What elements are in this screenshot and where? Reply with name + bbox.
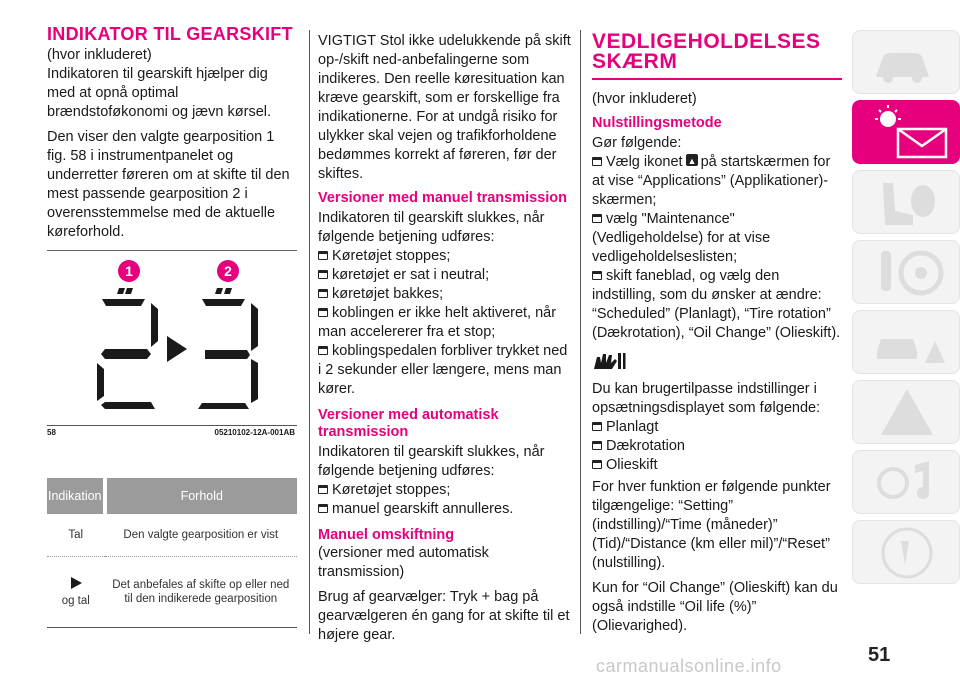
sidebar-tab-emergency[interactable] bbox=[852, 310, 960, 374]
bullet-icon bbox=[318, 308, 328, 317]
segment-digit-3 bbox=[198, 288, 258, 409]
bullet-icon bbox=[592, 271, 602, 280]
paragraph: Indikatoren til gearskift slukkes, når følgende betjening udføres: bbox=[318, 444, 545, 479]
list-item-text: koblingspedalen forbliver trykket ned i 2 sekunder eller længere, mens man kører. bbox=[318, 343, 568, 397]
table-row bbox=[47, 557, 297, 628]
figure-reference: 05210102-12A-001AB bbox=[214, 428, 295, 437]
paragraph: Kun for “Oil Change” (Olieskift) kan du også indstille “Oil life (%)” (Olievarighed). bbox=[592, 579, 838, 634]
list-item-text: Køretøjet stoppes; bbox=[332, 248, 451, 264]
bullet-icon bbox=[318, 251, 328, 260]
multimedia-music-icon bbox=[853, 451, 960, 515]
callout-number: 1 bbox=[125, 263, 133, 279]
warning-paragraph: VIGTIGT Stol ikke udelukkende på skift op-/skift ned-anbefalingerne som indikeres. Den reelle køresituation kan kræve gearskift, som er forskellige fra indikationerne. For at undgå risiko for ulykker skal vejen og trafikforholdene bedømmes korrekt af føreren, før der skiftes. bbox=[318, 33, 571, 182]
watermark: carmanualsonline.info bbox=[596, 656, 782, 676]
table-header: Forhold bbox=[105, 478, 297, 514]
paragraph: For hver funktion er følgende punkter tilgængelige: “Setting” (indstilling)/“Time (måneder)” (Tid)/“Distance (km eller mil)”/“Reset” (nulstilling). bbox=[592, 478, 831, 571]
list-item bbox=[318, 285, 573, 304]
figure-caption bbox=[47, 425, 297, 440]
list-item bbox=[318, 500, 573, 519]
list-item-text: Køretøjet stoppes; bbox=[332, 482, 451, 498]
sidebar-tab-car[interactable] bbox=[852, 30, 960, 94]
table-cell: Det anbefales af skifte op eller ned til den indikerede gearposition bbox=[105, 557, 297, 628]
bullet-icon bbox=[592, 460, 602, 469]
list-item-text: Planlagt bbox=[606, 418, 659, 435]
bullet-list bbox=[318, 481, 573, 519]
paragraph: Brug af gearvælger: Tryk + bag på gearvælgeren én gang for at skifte til et højere gear. bbox=[318, 589, 570, 643]
subheading: Versioner med manuel transmission bbox=[318, 190, 568, 206]
list-item bbox=[592, 456, 842, 475]
table-cell bbox=[47, 557, 105, 628]
subheading: Manuel omskiftning bbox=[318, 527, 455, 543]
subheading: Versioner med automatisk transmission bbox=[318, 407, 499, 440]
bullet-icon bbox=[592, 157, 602, 166]
page-number: 51 bbox=[868, 644, 891, 666]
bullet-icon bbox=[318, 346, 328, 355]
list-item-text: Olieskift bbox=[606, 456, 658, 473]
hand-note-icon bbox=[592, 351, 626, 371]
section-subtitle: (hvor inkluderet) bbox=[592, 90, 697, 107]
bullet-icon bbox=[318, 485, 328, 494]
segment-digit-2 bbox=[97, 288, 158, 409]
car-icon bbox=[853, 31, 960, 95]
list-item bbox=[318, 481, 573, 500]
list-item-text: manuel gearskift annulleres. bbox=[332, 501, 514, 517]
list-item bbox=[592, 267, 842, 343]
table-cell: Tal bbox=[47, 514, 105, 557]
column-divider bbox=[309, 30, 310, 634]
bullet-icon bbox=[592, 422, 602, 431]
table-header: Indikation bbox=[47, 478, 105, 514]
table-cell-text: og tal bbox=[61, 595, 90, 607]
paragraph: Du kan brugertilpasse indstillinger i opsætningsdisplayet som følgende: bbox=[592, 380, 821, 416]
sidebar-tab-safety[interactable] bbox=[852, 170, 960, 234]
list-item-text: vælg "Maintenance" (Vedligeholdelse) for at vise vedligeholdelseslisten; bbox=[592, 210, 771, 265]
warning-light-envelope-icon bbox=[853, 101, 960, 165]
apps-icon bbox=[685, 153, 699, 167]
car-tools-icon bbox=[853, 311, 960, 375]
section-title: INDIKATOR TIL GEARSKIFT bbox=[47, 24, 293, 44]
paragraph: Gør følgende: bbox=[592, 134, 682, 151]
column-divider bbox=[580, 30, 581, 634]
list-item-text: køretøjet bakkes; bbox=[332, 286, 444, 302]
list-item-text: køretøjet er sat i neutral; bbox=[332, 267, 490, 283]
bullet-icon bbox=[592, 214, 602, 223]
alphabet-index-icon bbox=[853, 521, 960, 585]
subheading: Nulstillingsmetode bbox=[592, 114, 722, 131]
gear-display-illustration bbox=[47, 251, 297, 425]
sidebar-tab-index[interactable] bbox=[852, 520, 960, 584]
list-item bbox=[592, 418, 842, 437]
sidebar-tab-maintenance[interactable] bbox=[852, 380, 960, 444]
note-icon-container bbox=[592, 351, 842, 376]
list-item-text: skift faneblad, og vælg den indstilling, som du ønsker at ændre: “Scheduled” (Planlagt), “Tire rotation” (Dækrotation), “Oil Change” (Olieskift). bbox=[592, 267, 841, 341]
indicator-table bbox=[47, 478, 297, 628]
sidebar-tab-multimedia[interactable] bbox=[852, 450, 960, 514]
list-item-text: på startskærmen for at vise “Applications” (Applikationer)-skærmen; bbox=[592, 153, 831, 208]
list-item-text: Vælg ikonet bbox=[606, 153, 683, 170]
paragraph: Indikatoren til gearskift slukkes, når følgende betjening udføres: bbox=[318, 210, 545, 245]
section-title: VEDLIGEHOLDELSES SKÆRM bbox=[592, 30, 821, 73]
list-item bbox=[318, 266, 573, 285]
bullet-icon bbox=[318, 270, 328, 279]
paragraph: Indikatoren til gearskift hjælper dig med at opnå optimal brændstoføkonomi og jævn kørsel. bbox=[47, 66, 272, 120]
bullet-icon bbox=[592, 441, 602, 450]
list-item-text: Dækrotation bbox=[606, 437, 685, 454]
table-row bbox=[47, 514, 297, 557]
column-1 bbox=[47, 26, 297, 628]
sidebar-tab-warning-lights[interactable] bbox=[852, 100, 960, 164]
bullet-icon bbox=[318, 289, 328, 298]
chapter-sidebar bbox=[852, 30, 960, 640]
shift-arrow-icon bbox=[167, 336, 187, 362]
list-item bbox=[592, 153, 842, 210]
list-item bbox=[318, 304, 573, 342]
list-item bbox=[592, 437, 842, 456]
paragraph: Den viser den valgte gearposition 1 fig. 58 i instrumentpanelet og underretter føreren om at skifte til den mest passende gearposition 2 i overensstemmelse med de aktuelle køreforhold. bbox=[47, 129, 290, 240]
seat-airbag-icon bbox=[853, 171, 960, 235]
figure-gear-display bbox=[47, 250, 297, 425]
list-item bbox=[318, 247, 573, 266]
title-underline bbox=[592, 78, 842, 80]
bullet-list bbox=[318, 247, 573, 399]
column-3 bbox=[592, 32, 842, 642]
list-item-text: koblingen er ikke helt aktiveret, når man accelererer fra et stop; bbox=[318, 305, 557, 340]
sidebar-tab-starting-driving[interactable] bbox=[852, 240, 960, 304]
column-2 bbox=[318, 32, 573, 651]
bullet-icon bbox=[318, 504, 328, 513]
triangle-warning-icon bbox=[853, 381, 960, 445]
list-item bbox=[318, 342, 573, 399]
table-cell: Den valgte gearposition er vist bbox=[105, 514, 297, 557]
figure-number: 58 bbox=[47, 428, 56, 437]
section-subtitle: (hvor inkluderet) bbox=[47, 47, 152, 63]
svg-text:▲: ▲ bbox=[687, 155, 697, 166]
list-item bbox=[592, 210, 842, 267]
shift-arrow-icon bbox=[69, 576, 83, 590]
callout-number: 2 bbox=[224, 263, 232, 279]
paragraph: (versioner med automatisk transmission) bbox=[318, 545, 489, 580]
key-steering-wheel-icon bbox=[853, 241, 960, 305]
